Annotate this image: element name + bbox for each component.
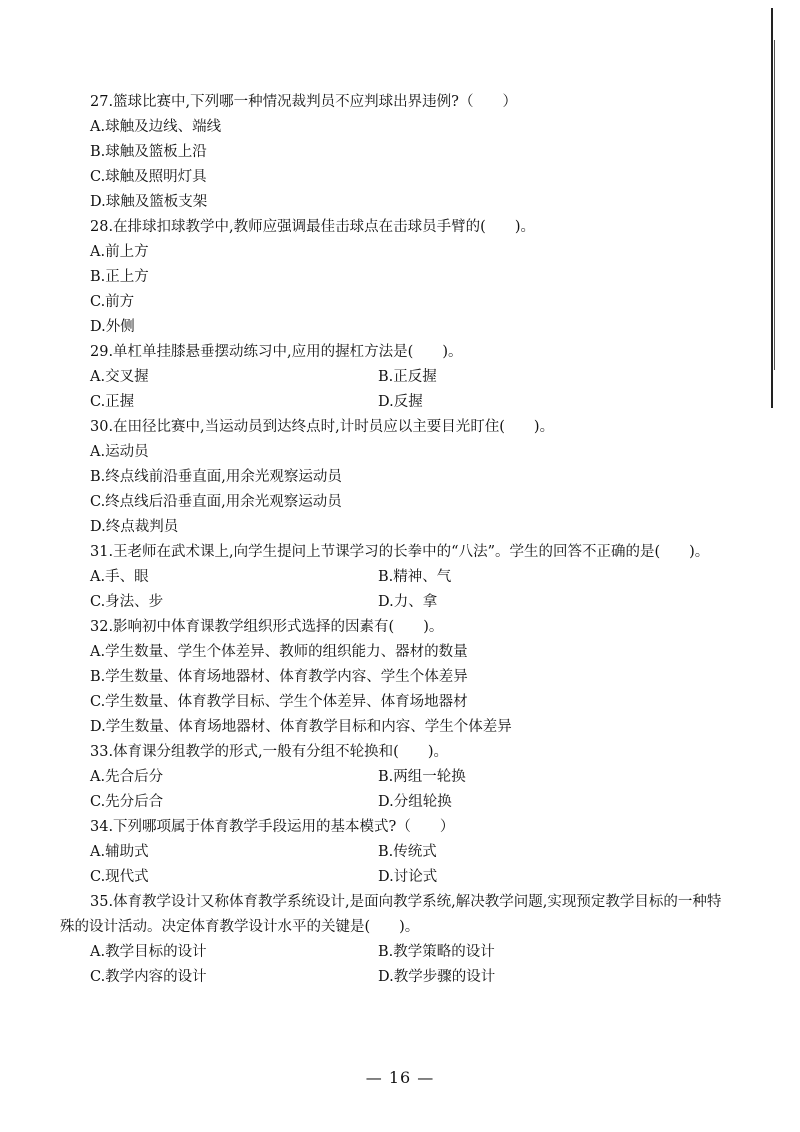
question-30: [60, 415, 730, 540]
option-d: D.外侧: [90, 319, 135, 335]
question-31: [60, 540, 730, 615]
option-a: A.球触及边线、端线: [90, 119, 222, 135]
option-d: D.教学步骤的设计: [378, 969, 496, 985]
option-c: C.终点线后沿垂直面,用余光观察运动员: [90, 494, 342, 510]
question-stem: 29.单杠单挂膝悬垂摆动练习中,应用的握杠方法是( )。: [90, 344, 463, 360]
option-a: A.教学目标的设计: [90, 944, 207, 960]
question-stem: 35.体育教学设计又称体育教学系统设计,是面向教学系统,解决教学问题,实现预定教学目标的一种特殊的设计活动。决定体育教学设计水平的关键是( )。: [60, 894, 722, 935]
scan-edge-line: [771, 8, 773, 408]
question-stem: 30.在田径比赛中,当运动员到达终点时,计时员应以主要目光盯住( )。: [90, 419, 555, 435]
option-b: B.教学策略的设计: [378, 944, 495, 960]
options-grid: [60, 365, 730, 415]
option-c: C.教学内容的设计: [90, 969, 207, 985]
option-c: C.现代式: [90, 869, 149, 885]
option-a: A.交叉握: [90, 369, 149, 385]
option-c: C.正握: [90, 394, 135, 410]
option-a: A.学生数量、学生个体差异、教师的组织能力、器材的数量: [90, 644, 468, 660]
option-d: D.反握: [378, 394, 423, 410]
option-a: A.辅助式: [90, 844, 149, 860]
option-b: B.正反握: [378, 369, 437, 385]
page-number: — 16 —: [365, 1068, 435, 1087]
option-c: C.先分后合: [90, 794, 164, 810]
question-33: [60, 740, 730, 815]
option-d: D.分组轮换: [378, 794, 452, 810]
option-d: D.学生数量、体育场地器材、体育教学目标和内容、学生个体差异: [90, 719, 512, 735]
option-a: A.前上方: [90, 244, 149, 260]
option-a: A.先合后分: [90, 769, 164, 785]
scan-edge-line-inner: [774, 40, 775, 370]
option-b: B.球触及篮板上沿: [90, 144, 207, 160]
option-c: C.学生数量、体育教学目标、学生个体差异、体育场地器材: [90, 694, 468, 710]
option-d: D.讨论式: [378, 869, 438, 885]
question-stem: 28.在排球扣球教学中,教师应强调最佳击球点在击球员手臂的( )。: [90, 219, 535, 235]
options-grid: [60, 765, 730, 815]
option-b: B.学生数量、体育场地器材、体育教学内容、学生个体差异: [90, 669, 468, 685]
question-stem: 34.下列哪项属于体育教学手段运用的基本模式?（ ）: [90, 819, 455, 835]
option-d: D.球触及篮板支架: [90, 194, 208, 210]
options-grid: [60, 940, 730, 990]
option-d: D.终点裁判员: [90, 519, 179, 535]
options-grid: [60, 565, 730, 615]
option-d: D.力、拿: [378, 594, 438, 610]
question-stem: 31.王老师在武术课上,向学生提问上节课学习的长拳中的“八法”。学生的回答不正确的是( )。: [90, 544, 710, 560]
option-c: C.身法、步: [90, 594, 164, 610]
option-c: C.球触及照明灯具: [90, 169, 207, 185]
option-b: B.传统式: [378, 844, 437, 860]
options-grid: [60, 840, 730, 890]
option-b: B.精神、气: [378, 569, 452, 585]
option-b: B.终点线前沿垂直面,用余光观察运动员: [90, 469, 342, 485]
question-28: [60, 215, 730, 340]
option-c: C.前方: [90, 294, 135, 310]
question-stem: 32.影响初中体育课教学组织形式选择的因素有( )。: [90, 619, 444, 635]
question-34: [60, 815, 730, 890]
question-32: [60, 615, 730, 740]
question-29: [60, 340, 730, 415]
question-stem: 27.篮球比赛中,下列哪一种情况裁判员不应判球出界违例?（ ）: [90, 94, 517, 110]
option-b: B.正上方: [90, 269, 149, 285]
option-b: B.两组一轮换: [378, 769, 466, 785]
option-a: A.手、眼: [90, 569, 149, 585]
question-35: [60, 890, 730, 990]
question-stem: 33.体育课分组教学的形式,一般有分组不轮换和( )。: [90, 744, 448, 760]
question-list: [60, 90, 730, 990]
question-27: [60, 90, 730, 215]
option-a: A.运动员: [90, 444, 149, 460]
